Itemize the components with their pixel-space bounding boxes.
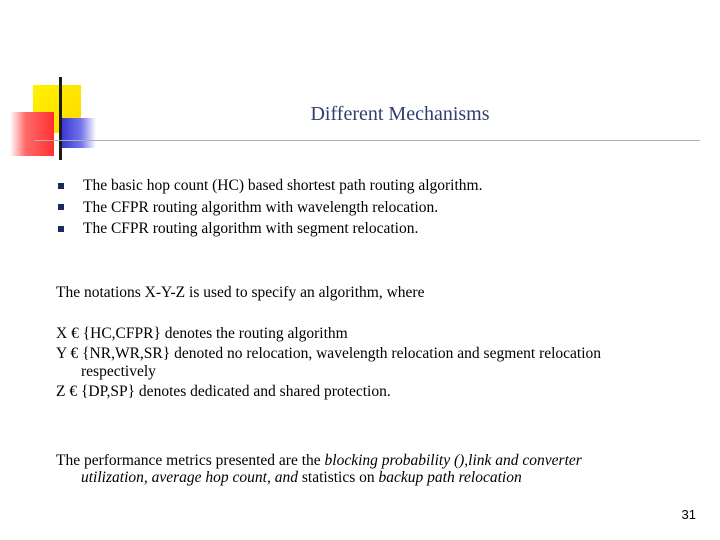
decor-horizontal-line: [35, 140, 700, 141]
decor-red-square: [10, 112, 54, 156]
bullet-text: The CFPR routing algorithm with segment relocation.: [83, 220, 419, 237]
bullet-text: The CFPR routing algorithm with wavelength relocation.: [83, 198, 439, 216]
notation-definitions: [56, 325, 696, 401]
bullet-list: [58, 175, 482, 240]
bullet-icon: [58, 204, 64, 210]
definition-y: Y € {NR,WR,SR} denoted no relocation, wavelength relocation and segment relocation: [56, 345, 602, 362]
perf-text-1: The performance metrics presented are the: [56, 452, 325, 469]
bullet-text: The basic hop count (HC) based shortest path routing algorithm.: [83, 177, 483, 194]
bullet-icon: [58, 226, 64, 232]
list-item: [58, 218, 482, 240]
perf-text-2: blocking probability (),link and converter: [324, 452, 582, 469]
definition-z: Z € {DP,SP} denotes dedicated and shared protection.: [56, 383, 391, 400]
definition-x: X € {HC,CFPR} denotes the routing algorithm: [56, 325, 348, 342]
decor-vertical-line: [59, 77, 62, 160]
performance-metrics-text: [56, 452, 696, 486]
perf-text-3: utilization, average hop count, and: [81, 469, 302, 486]
perf-text-5: backup path relocation: [378, 469, 522, 486]
list-item: [58, 197, 482, 219]
perf-text-4: statistics on: [301, 469, 379, 486]
decor-blue-square: [60, 118, 96, 148]
notation-intro: The notations X-Y-Z is used to specify an algorithm, where: [56, 284, 425, 301]
bullet-icon: [58, 183, 64, 189]
page-number: 31: [681, 507, 696, 522]
definition-y-continuation: respectively: [81, 363, 156, 380]
list-item: [58, 175, 482, 197]
slide-title: Different Mechanisms: [310, 103, 490, 125]
